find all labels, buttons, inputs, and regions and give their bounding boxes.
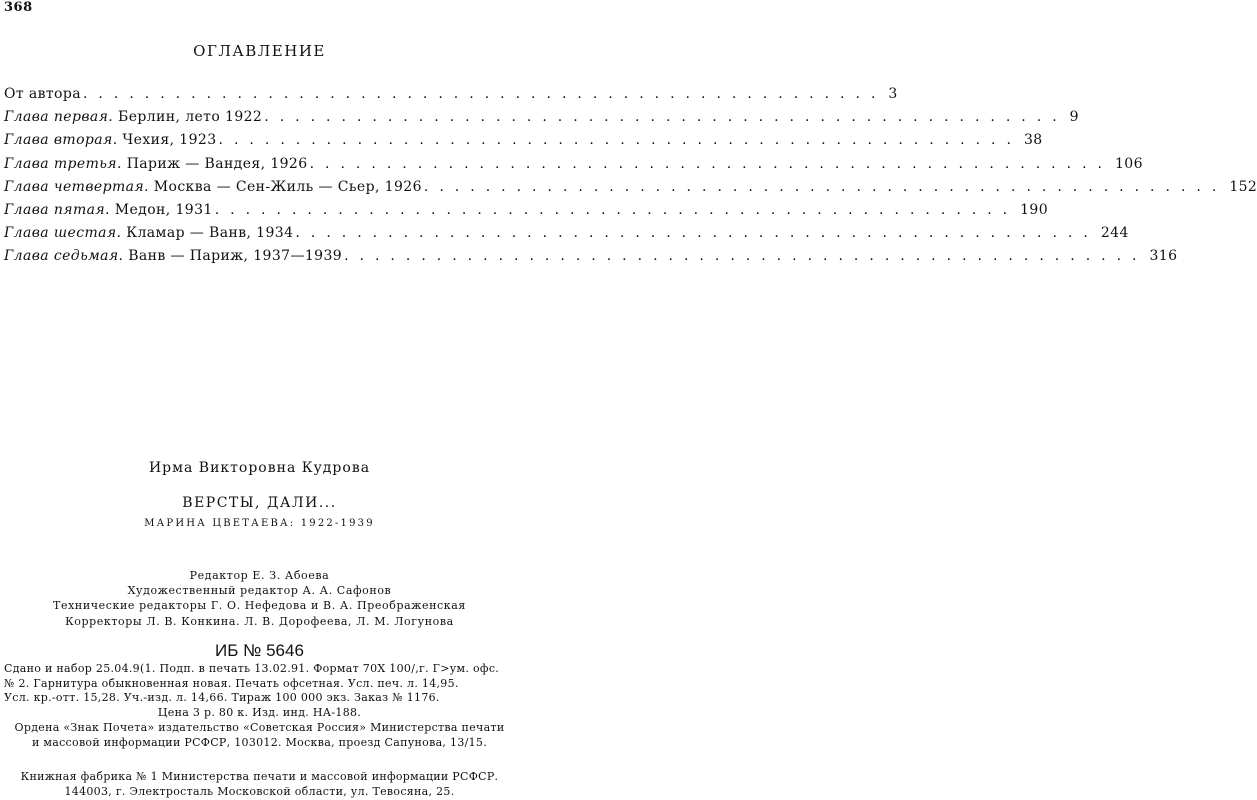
toc-page-number: 316 (1149, 248, 1178, 265)
toc-entry-title: Москва — Сен-Жиль — Сьер, 1926 (153, 178, 422, 195)
toc-entry-title: От автора (4, 86, 81, 102)
toc-page-number: 106 (1114, 155, 1143, 172)
toc-page-number: 3 (888, 86, 898, 102)
toc-title: ОГЛАВЛЕНИЕ (193, 42, 326, 60)
imprint-line: № 2. Гарнитура обыкновенная новая. Печать офсетная. Усл. печ. л. 14,95. (4, 676, 459, 690)
credit-line: Корректоры Л. В. Конкина. Л. В. Дорофеева, Л. М. Логунова (65, 614, 454, 628)
page-number: 368 (4, 0, 33, 15)
toc-page-number: 152 (1229, 178, 1257, 195)
toc-entry (4, 178, 1257, 202)
toc-entry-title: Берлин, лето 1922 (118, 109, 263, 126)
toc-leader-dots: .................................................... (295, 225, 1099, 242)
toc-leader-dots: .................................................... (344, 248, 1148, 265)
publisher-line: Ордена «Знак Почета» издательство «Советская Россия» Министерства печати (14, 721, 505, 734)
credits-block (0, 568, 519, 629)
toc-chapter-label: Глава седьмая. (4, 248, 124, 265)
author-name: Ирма Викторовна Кудрова (148, 460, 371, 476)
credit-line: Технические редакторы Г. О. Нефедова и В. А. Преображенская (53, 599, 466, 613)
credit-line: Редактор Е. З. Абоева (189, 569, 330, 582)
imprint-block (4, 662, 515, 720)
toc-leader-dots: .................................................... (309, 155, 1113, 172)
price-line: Цена 3 р. 80 к. Изд. инд. НА-188. (157, 705, 362, 719)
printer-line: 144003, г. Электросталь Московской области, ул. Тевосяна, 25. (64, 784, 455, 798)
toc-leader-dots: .................................................... (264, 109, 1068, 126)
printer-line: Книжная фабрика № 1 Министерства печати и массовой информации РСФСР. (20, 770, 499, 783)
book-subtitle: МАРИНА ЦВЕТАЕВА: 1922-1939 (144, 518, 375, 529)
toc-chapter-label: Глава третья. (4, 155, 122, 172)
imprint-line: Усл. кр.-отт. 15,28. Уч.-изд. л. 14,66. Тираж 100 000 экз. Заказ № 1176. (4, 691, 440, 704)
toc-leader-dots: .................................................... (214, 201, 1019, 218)
toc-page-number: 9 (1069, 109, 1079, 126)
publisher-block (4, 721, 515, 750)
toc-entry (4, 109, 1079, 132)
toc-entry-title: Париж — Вандея, 1926 (126, 155, 308, 172)
toc-leader-dots: .................................................... (82, 86, 887, 102)
toc-entry (4, 132, 1043, 155)
toc-entry (4, 86, 898, 109)
toc-leader-dots: .................................................... (218, 132, 1022, 149)
ib-number: ИБ № 5646 (215, 641, 304, 660)
credit-line: Художественный редактор А. А. Сафонов (127, 584, 392, 598)
toc-entry-title: Кламар — Ванв, 1934 (126, 225, 294, 242)
toc-entry (4, 201, 1049, 225)
printer-block (4, 770, 515, 799)
toc-page-number: 190 (1020, 201, 1049, 218)
toc-page-number: 38 (1023, 132, 1043, 149)
imprint-line: Сдано и набор 25.04.9(1. Подп. в печать 13.02.91. Формат 70Х 100/,г. Г>ум. офс. (4, 662, 500, 675)
table-of-contents (4, 86, 1257, 272)
toc-chapter-label: Глава вторая. (4, 132, 118, 149)
book-title: ВЕРСТЫ, ДАЛИ... (182, 495, 337, 511)
toc-chapter-label: Глава четвертая. (4, 178, 149, 195)
toc-entry-title: Ванв — Париж, 1937—1939 (128, 248, 343, 265)
toc-chapter-label: Глава пятая. (4, 201, 110, 218)
toc-chapter-label: Глава шестая. (4, 225, 122, 242)
toc-chapter-label: Глава первая. (4, 109, 114, 126)
toc-leader-dots: .................................................... (423, 178, 1228, 195)
toc-entry-title: Медон, 1931 (114, 201, 213, 218)
toc-entry-title: Чехия, 1923 (122, 132, 217, 149)
toc-entry (4, 225, 1129, 248)
toc-entry (4, 155, 1143, 179)
toc-page-number: 244 (1100, 225, 1129, 242)
toc-entry (4, 248, 1178, 271)
publisher-line: и массовой информации РСФСР, 103012. Москва, проезд Сапунова, 13/15. (31, 735, 488, 749)
